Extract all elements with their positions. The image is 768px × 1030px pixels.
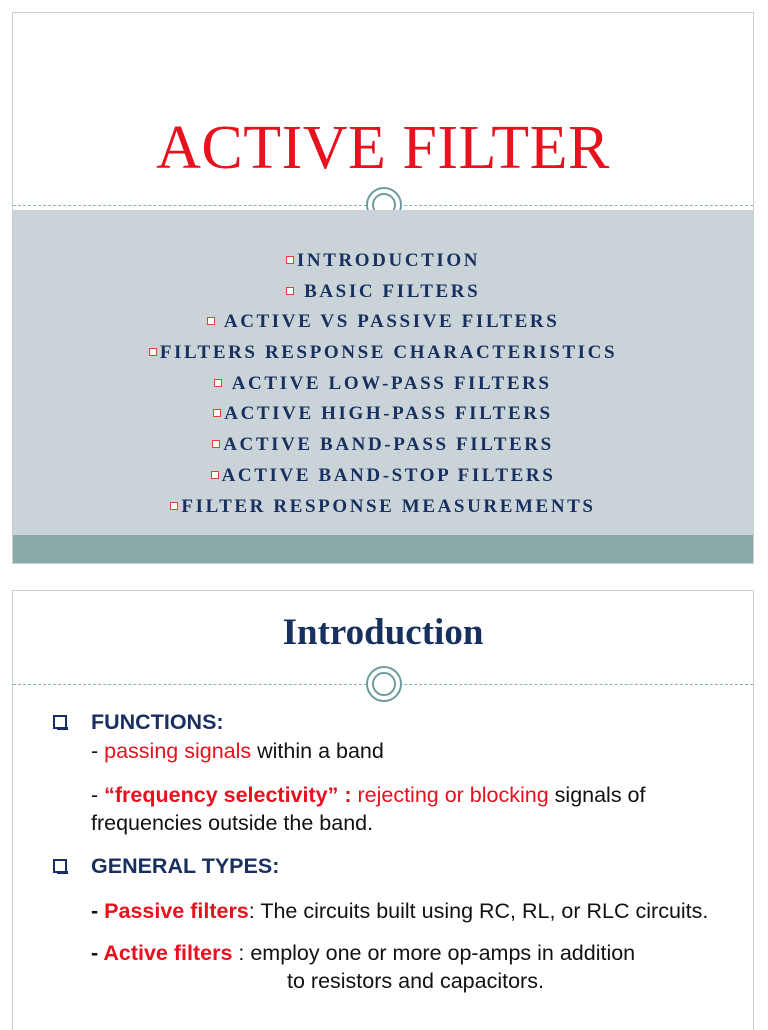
square-bullet-icon [214, 379, 222, 387]
type-item: - Active filters : employ one or more op-amps in addition to resistors and capacitors. [91, 941, 636, 993]
square-bullet-icon [207, 317, 215, 325]
slide-body [53, 707, 733, 995]
slide-agenda [12, 12, 754, 564]
type-item: - Passive filters: The circuits built using RC, RL, or RLC circuits. [91, 899, 709, 923]
agenda-item: BASIC FILTERS [13, 277, 753, 308]
agenda-item: FILTER RESPONSE MEASUREMENTS [13, 492, 753, 523]
square-bullet-icon [286, 287, 294, 295]
square-bullet-icon [212, 440, 220, 448]
functions-heading: FUNCTIONS: [53, 707, 733, 737]
agenda-panel [13, 210, 753, 536]
checkbox-bullet-icon [53, 859, 67, 873]
agenda-item: ACTIVE BAND-PASS FILTERS [13, 430, 753, 461]
checkbox-bullet-icon [53, 715, 67, 729]
square-bullet-icon [213, 409, 221, 417]
slide-introduction [12, 590, 754, 1030]
function-item: - passing signals within a band [91, 739, 384, 763]
agenda-item: ACTIVE HIGH-PASS FILTERS [13, 399, 753, 430]
agenda-item: INTRODUCTION [13, 246, 753, 277]
square-bullet-icon [149, 348, 157, 356]
slide-title: Introduction [282, 612, 484, 653]
agenda-item: FILTERS RESPONSE CHARACTERISTICS [13, 338, 753, 369]
square-bullet-icon [211, 471, 219, 479]
general-types-heading: GENERAL TYPES: [53, 851, 733, 881]
function-item: - “frequency selectivity” : rejecting or blocking signals of frequencies outside the band. [91, 783, 646, 835]
slide-title: ACTIVE FILTER [156, 114, 610, 182]
agenda-item: ACTIVE VS PASSIVE FILTERS [13, 307, 753, 338]
agenda-item: ACTIVE LOW-PASS FILTERS [13, 369, 753, 400]
agenda-item: ACTIVE BAND-STOP FILTERS [13, 461, 753, 492]
footer-bar [13, 535, 753, 563]
square-bullet-icon [170, 502, 178, 510]
square-bullet-icon [286, 256, 294, 264]
agenda-list [13, 246, 753, 522]
ring-ornament-icon [366, 666, 402, 702]
